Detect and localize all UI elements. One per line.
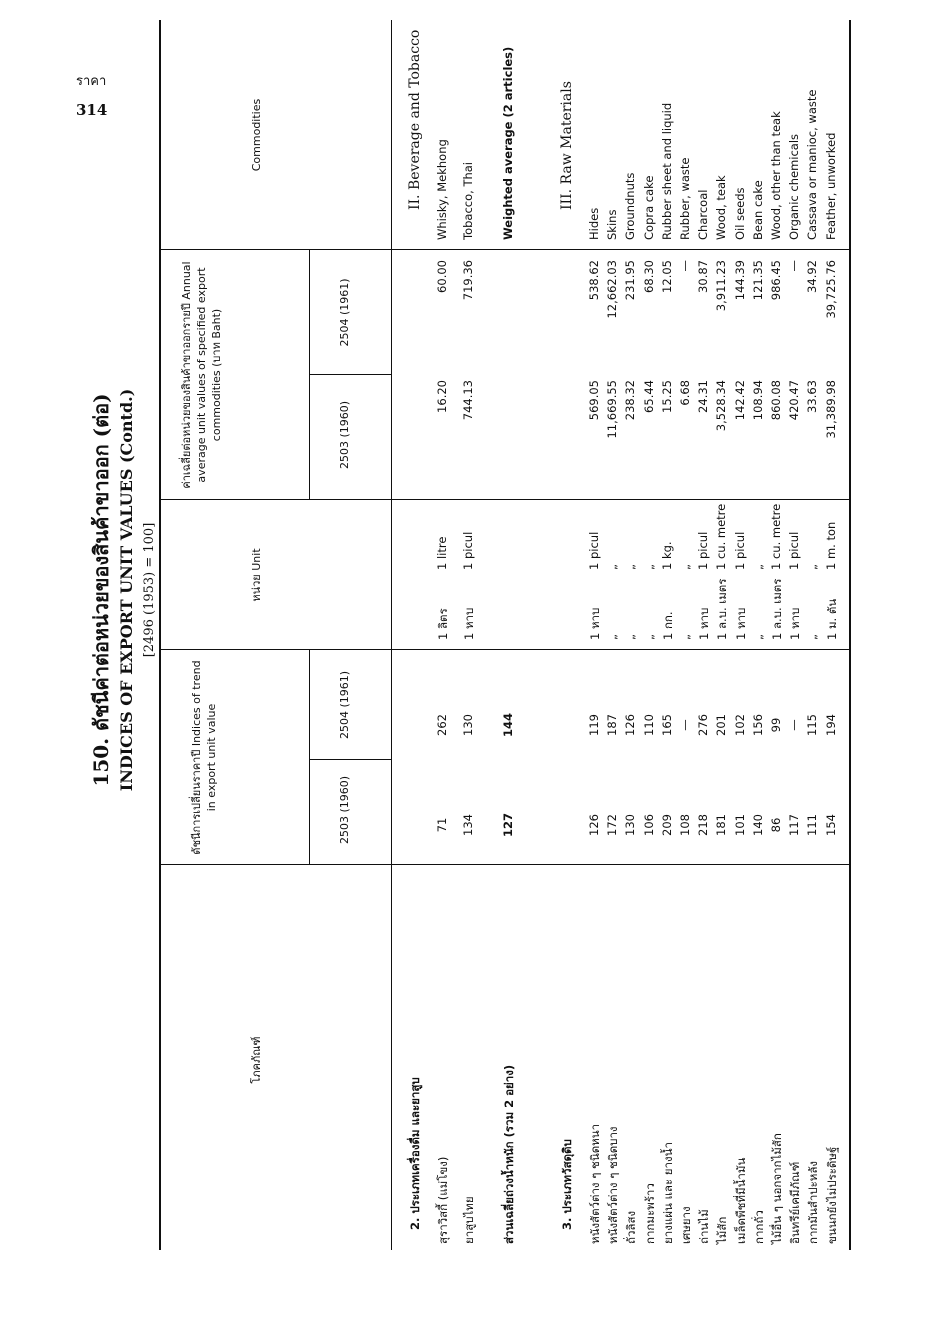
cell-unit-en: „ <box>678 564 692 570</box>
cell-avg-1961: 68.30 <box>641 260 656 293</box>
table-row <box>501 20 527 1250</box>
cell-commodity-en: Wood, teak <box>714 175 729 240</box>
cell-unit-en: 1 litre <box>435 536 449 570</box>
cell-unit-th: „ <box>605 634 620 640</box>
cell-unit-th: 1 หาบ <box>697 607 712 640</box>
cell-avg-1960: 569.05 <box>587 380 601 421</box>
cell-index-1960: 86 <box>769 817 783 833</box>
cell-avg-1960: 108.94 <box>750 380 765 421</box>
cell-commodity-th: ไม้อื่น ๆ นอกจากไม้สัก <box>770 1133 784 1244</box>
section-raw-th: 3. ประเภทวัสดุดิบ <box>560 1139 574 1230</box>
cell-unit-th: „ <box>805 634 820 640</box>
section-raw-en: III. Raw Materials <box>559 81 575 210</box>
cell-unit-th: 1 หาบ <box>588 607 602 640</box>
cell-unit-th: 1 หาบ <box>733 607 748 640</box>
cell-avg-1960: 3,528.34 <box>714 380 729 432</box>
cell-unit-th: 1 ล.บ. เมตร <box>715 578 730 640</box>
cell-unit-th: 1 หาบ <box>462 607 476 640</box>
cell-commodity-th: เมล็ดพืชที่มีน้ำมัน <box>733 1157 748 1244</box>
cell-avg-1961: 30.87 <box>696 260 711 293</box>
rotated-table-page <box>75 20 865 1250</box>
cell-commodity-en: Bean cake <box>750 180 765 240</box>
cell-unit-th: „ <box>641 634 656 640</box>
cell-avg-1960: 31,389.98 <box>823 380 838 439</box>
section-beverage-en: II. Beverage and Tobacco <box>407 29 423 210</box>
cell-commodity-en: Groundnuts <box>623 172 638 240</box>
page-label: ราคา <box>76 74 107 89</box>
col-header-avg: ค่าเฉลี่ยต่อหน่วยของสินค้าขาออกรายปี Annual average unit values of specified export commodities (บาท Baht) <box>180 261 223 489</box>
cell-commodity-th: กากมันสำปะหลัง <box>806 1160 821 1244</box>
cell-index-1961: 119 <box>587 714 601 736</box>
cell-index-1961: — <box>678 719 692 731</box>
year-divider <box>309 759 391 760</box>
cell-unit-en: „ <box>805 564 820 570</box>
cell-index-1961: 130 <box>461 714 475 736</box>
cell-commodity-en: Hides <box>587 207 601 240</box>
cell-commodity-th: หนังสัตว์ต่าง ๆ ชนิดบาง <box>606 1126 621 1244</box>
table-top-rule <box>159 20 161 1250</box>
cell-index-1960: 101 <box>732 814 747 836</box>
cell-avg-1961: 60.00 <box>435 260 449 293</box>
cell-commodity-th: ยางแผ่น และ ยางน้ำ <box>660 1142 675 1244</box>
cell-index-1961: 99 <box>769 717 783 733</box>
cell-commodity-th: ส่วนเฉลี่ยถ่วงน้ำหนัก (รวม 2 อย่าง) <box>502 1064 516 1244</box>
table-row <box>435 20 461 1250</box>
cell-index-1960: 172 <box>605 814 620 836</box>
cell-index-1961: 276 <box>696 714 711 736</box>
cell-avg-1961: 231.95 <box>623 260 638 301</box>
cell-avg-1961: 39,725.76 <box>823 260 838 319</box>
cell-index-1961: — <box>787 719 802 731</box>
cell-unit-en: 1 cu. metre <box>769 503 783 570</box>
cell-index-1960: 181 <box>714 814 729 836</box>
cell-index-1960: 117 <box>787 814 802 836</box>
cell-commodity-en: Charcoal <box>696 189 711 240</box>
cell-avg-1961: 719.36 <box>461 260 475 301</box>
cell-commodity-en: Tobacco, Thai <box>461 161 475 240</box>
cell-index-1961: 144 <box>501 713 515 738</box>
cell-unit-th: 1 ม. ตัน <box>824 598 839 640</box>
cell-index-1960: 127 <box>501 813 515 838</box>
cell-index-1960: 209 <box>659 814 674 836</box>
cell-unit-en: 1 picul <box>461 531 475 570</box>
cell-unit-th: 1 ล.บ. เมตร <box>770 578 784 640</box>
cell-index-1960: 140 <box>750 814 765 836</box>
cell-avg-1960: 24.31 <box>696 380 711 413</box>
cell-index-1960: 134 <box>461 814 475 836</box>
cell-unit-en: 1 picul <box>732 531 747 570</box>
cell-unit-en: „ <box>641 564 656 570</box>
cell-commodity-th: ถ่านไม้ <box>697 1209 712 1244</box>
cell-index-1961: 262 <box>435 714 449 736</box>
cell-commodity-en: Organic chemicals <box>787 133 802 240</box>
cell-avg-1960: 744.13 <box>461 380 475 421</box>
subheader-rule <box>309 250 310 500</box>
cell-unit-th: „ <box>678 634 692 640</box>
cell-unit-en: 1 picul <box>696 531 711 570</box>
cell-avg-1961: 144.39 <box>732 260 747 301</box>
cell-unit-en: 1 picul <box>587 531 601 570</box>
cell-index-1961: 126 <box>623 714 638 736</box>
cell-unit-en: „ <box>750 564 765 570</box>
cell-avg-1961: — <box>678 260 692 272</box>
table-title <box>85 230 157 950</box>
cell-unit-th: 1 ลิตร <box>436 608 450 640</box>
cell-index-1961: 194 <box>823 714 838 736</box>
cell-index-1960: 106 <box>641 814 656 836</box>
title-thai: 150. ดัชนีค่าต่อหน่วยของสินค้าขาออก (ต่อ) <box>89 393 113 787</box>
cell-avg-1961: — <box>787 260 802 272</box>
cell-avg-1960: 33.63 <box>805 380 820 413</box>
subheader-rule <box>309 650 310 865</box>
cell-commodity-en: Weighted average (2 articles) <box>501 46 515 240</box>
cell-avg-1961: 12.05 <box>659 260 674 293</box>
cell-commodity-th: กากมะพร้าว <box>642 1183 657 1244</box>
cell-commodity-en: Skins <box>605 209 620 240</box>
col-header-year1: 2503 (1960) <box>338 775 351 845</box>
title-base: [2496 (1953) = 100] <box>142 522 157 658</box>
cell-avg-1961: 538.62 <box>587 260 601 301</box>
cell-unit-en: 1 cu. metre <box>714 503 729 570</box>
cell-unit-en: 1 picul <box>787 531 802 570</box>
cell-unit-en: 1 m. ton <box>823 521 838 570</box>
cell-index-1961: 102 <box>732 714 747 736</box>
cell-commodity-th: ยาสูบไทย <box>462 1196 476 1244</box>
cell-unit-th: „ <box>750 634 765 640</box>
table-row <box>824 20 850 1250</box>
cell-commodity-en: Rubber, waste <box>678 157 692 240</box>
cell-commodity-en: Wood, other than teak <box>769 111 783 240</box>
header-rule <box>391 20 392 1250</box>
cell-index-1961: 187 <box>605 714 620 736</box>
cell-commodity-th: ขนนกยังไม่ประดิษฐ์ <box>824 1146 839 1244</box>
cell-index-1960: 71 <box>435 817 449 833</box>
col-header-avg-year1: 2503 (1960) <box>338 400 351 470</box>
cell-commodity-th: เศษยาง <box>679 1206 693 1244</box>
col-header-commodity-th: โภคภัณฑ์ <box>250 1036 263 1084</box>
cell-index-1960: 108 <box>678 814 692 836</box>
cell-avg-1960: 15.25 <box>659 380 674 413</box>
title-english: INDICES OF EXPORT UNIT VALUES (Contd.) <box>117 388 136 792</box>
cell-commodity-en: Feather, unworked <box>823 132 838 240</box>
cell-avg-1960: 16.20 <box>435 380 449 413</box>
col-header-commodity-en: Commodities <box>250 98 263 172</box>
col-header-avg-year2: 2504 (1961) <box>338 278 351 347</box>
cell-commodity-en: Whisky, Mekhong <box>435 139 449 240</box>
cell-avg-1960: 860.08 <box>769 380 783 421</box>
section-beverage-th: 2. ประเภทเครื่องดื่ม และยาสูบ <box>408 1077 422 1230</box>
cell-commodity-en: Rubber sheet and liquid <box>659 102 674 240</box>
cell-avg-1960: 420.47 <box>787 380 802 421</box>
cell-unit-en: „ <box>605 564 620 570</box>
cell-commodity-th: ถั่วลิสง <box>624 1210 639 1244</box>
cell-commodity-en: Cassava or manioc, waste <box>805 89 820 240</box>
cell-avg-1960: 6.68 <box>678 380 692 406</box>
cell-avg-1960: 11,669.55 <box>605 380 620 439</box>
col-header-indices: ดัชนีการเปลี่ยนราคาปี Indices of trend in export unit value <box>190 660 218 855</box>
col-header-unit: หน่วย Unit <box>250 548 263 602</box>
cell-commodity-th: อินทรีย์เคมีภัณฑ์ <box>788 1161 803 1244</box>
cell-unit-th: „ <box>623 634 638 640</box>
cell-index-1961: 110 <box>641 714 656 736</box>
cell-index-1961: 115 <box>805 714 820 736</box>
cell-commodity-en: Copra cake <box>641 175 656 240</box>
page-number: 314 <box>76 101 108 119</box>
cell-index-1961: 201 <box>714 714 729 736</box>
cell-index-1960: 218 <box>696 814 711 836</box>
section-header-row <box>407 20 433 1250</box>
cell-avg-1960: 65.44 <box>641 380 656 413</box>
cell-avg-1961: 3,911.23 <box>714 260 729 312</box>
cell-index-1960: 130 <box>623 814 638 836</box>
cell-unit-th: 1 หาบ <box>788 607 803 640</box>
cell-commodity-th: ไม้สัก <box>715 1216 730 1244</box>
cell-index-1960: 126 <box>587 814 601 836</box>
cell-avg-1961: 986.45 <box>769 260 783 301</box>
cell-index-1961: 165 <box>659 714 674 736</box>
cell-avg-1960: 238.32 <box>623 380 638 421</box>
table-row <box>461 20 487 1250</box>
cell-index-1961: 156 <box>750 714 765 736</box>
cell-unit-th: 1 กก. <box>660 611 675 640</box>
cell-commodity-th: สุราวิสกี้ (แม่โขง) <box>436 1156 450 1244</box>
cell-avg-1961: 121.35 <box>750 260 765 301</box>
cell-unit-en: „ <box>623 564 638 570</box>
cell-index-1960: 154 <box>823 814 838 836</box>
cell-avg-1961: 12,662.03 <box>605 260 620 319</box>
cell-avg-1961: 34.92 <box>805 260 820 293</box>
cell-commodity-th: กากถั่ว <box>751 1210 766 1244</box>
col-header-year2: 2504 (1961) <box>338 670 351 740</box>
cell-index-1960: 111 <box>805 814 820 836</box>
cell-avg-1960: 142.42 <box>732 380 747 421</box>
data-table <box>159 20 859 1250</box>
cell-commodity-th: หนังสัตว์ต่าง ๆ ชนิดหนา <box>588 1123 602 1244</box>
cell-commodity-en: Oil seeds <box>732 187 747 240</box>
section-header-row <box>559 20 585 1250</box>
year-divider <box>309 374 391 375</box>
cell-unit-en: 1 kg. <box>659 541 674 570</box>
